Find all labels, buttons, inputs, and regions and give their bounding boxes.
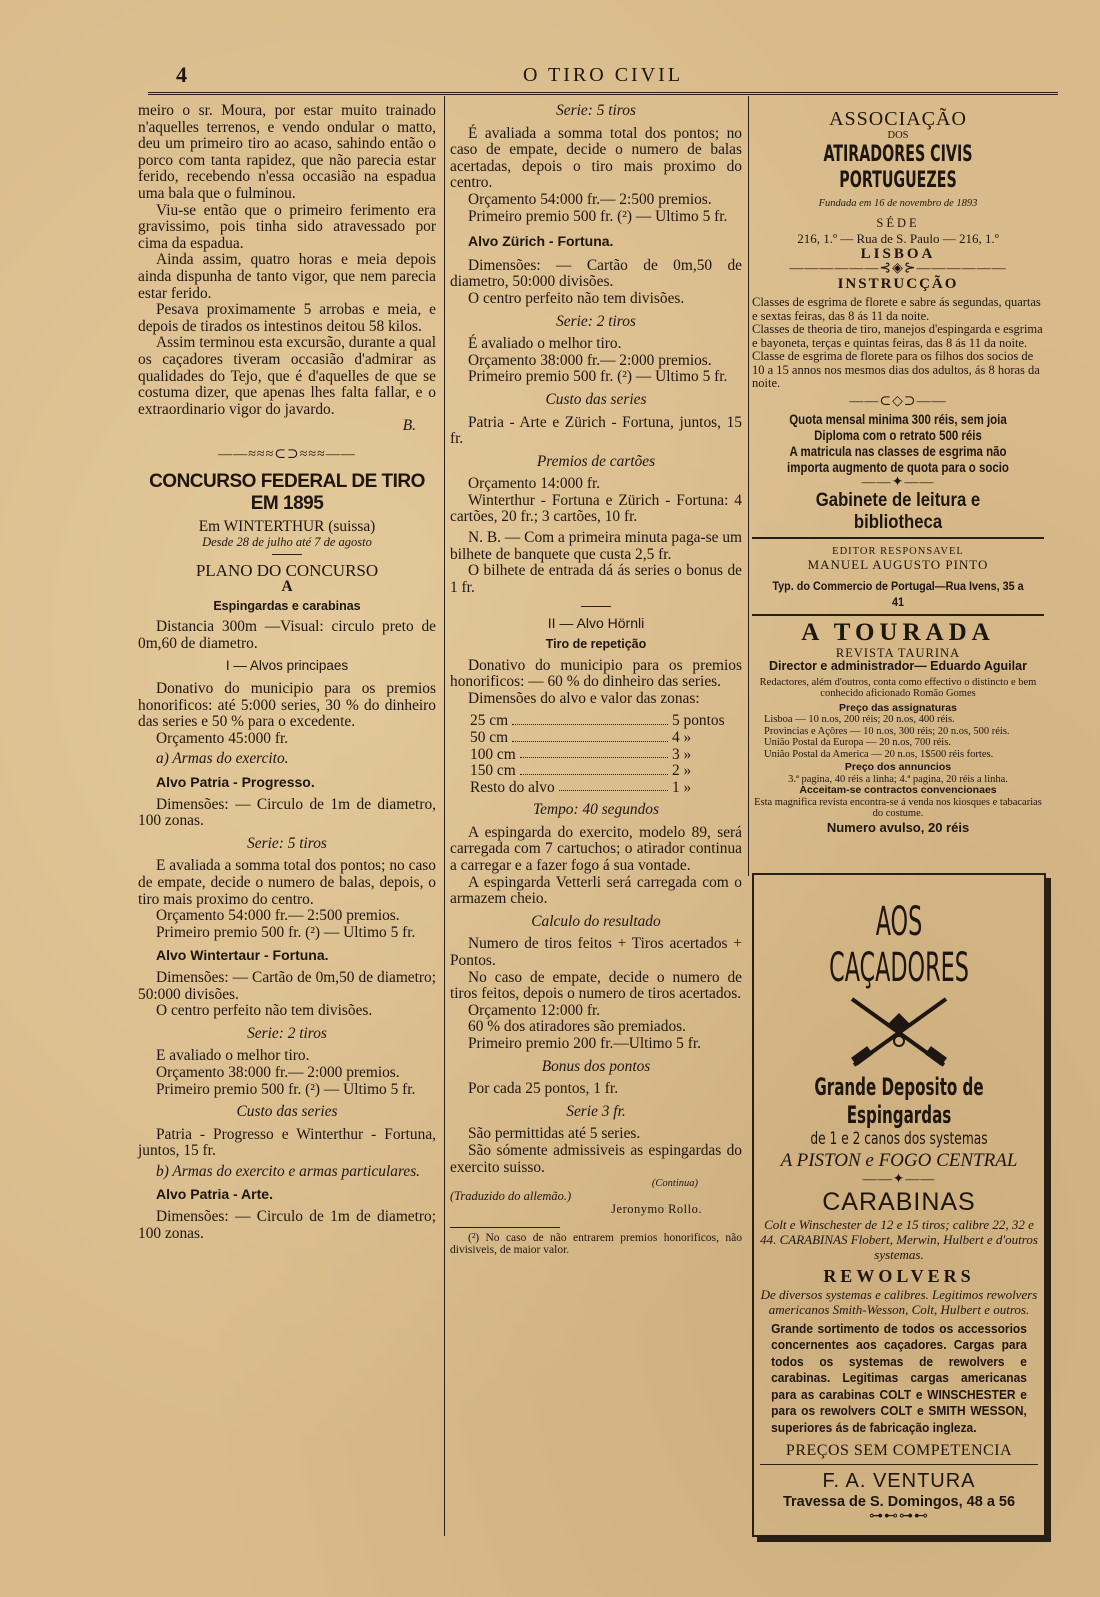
ad-travessa: Travessa de S. Domingos, 48 a 56 [782, 1494, 1016, 1510]
assign-line: União Postal da Europa — 20 n.os, 700 réis. [764, 737, 951, 749]
classe-paragraph: Classes de theoria de tiro, manejos d'espingarda e esgrima e bayoneta, terças e quintas feiras, das 8 ás 11 da noite. [752, 322, 1043, 350]
paragraph: Orçamento 54:000 fr.— 2:500 premios. [156, 907, 400, 925]
ornament: ——≈≈≈⊂⊃≈≈≈—— [218, 446, 356, 462]
section-heading: II — Alvo Hörnli [547, 615, 645, 632]
ornament: ——————⊰◈⊱—————— [789, 261, 1007, 277]
paragraph: Orçamento 38:000 fr.— 2:000 premios. [468, 351, 712, 369]
paragraph: No caso de empate, decide o numero de tiros feitos, depois o numero de tiros acertados. [450, 968, 742, 1003]
paragraph: O centro perfeito não tem divisões. [156, 1002, 373, 1020]
paragraph: Ainda assim, quatro horas e meia depois ainda dispunha de tanto vigor, que nem parecia estar ferido. [138, 251, 436, 302]
quota-line: A matricula nas classes de esgrima não importa augmento de quota para o socio [787, 444, 1009, 476]
newspaper-title: O TIRO CIVIL [522, 64, 684, 86]
assoc-name: ATIRADORES CIVIS PORTUGUEZES [823, 141, 973, 193]
crossed-rifles-icon [844, 993, 954, 1071]
paragraph: Orçamento 38:000 fr.— 2:000 premios. [156, 1063, 400, 1081]
paragraph: Primeiro premio 200 fr.—Ultimo 5 fr. [468, 1035, 701, 1052]
section-heading: I — Alvos principaes [225, 658, 349, 674]
serie-heading: Serie: 2 tiros [556, 312, 636, 330]
column-1 [138, 103, 436, 1242]
quota-line: Diploma com o retrato 500 réis [814, 428, 982, 444]
paragraph: Orçamento 45:000 fr. [156, 729, 289, 747]
paragraph: E avaliado o melhor tiro. [156, 1047, 310, 1065]
paragraph: meiro o sr. Moura, por estar muito trainado n'aquelles terrenos, e vendo ondular o matto, deu um primeiro tiro ao acaso, sahindo então o porco com tanta rapidez, que não parecia estar ferido, recebendo n'essa occasião na espadua uma bala que o fulminou. [138, 102, 436, 202]
paragraph: N. B. — Com a primeira minuta paga-se um bilhete de banquete que custa 2,5 fr. [450, 529, 742, 563]
paragraph: Assim terminou esta excursão, durante a qual os caçadores tiveram occasião d'admirar as qualidades do Tejo, que é d'aquelles de que se costuma dizer, que apenas lhes falta fallar, e o extraordinario vigor do javardo. [138, 334, 436, 418]
annuncios-text: 3.ª pagina, 40 réis a linha; 4.ª pagina, 20 réis a linha. [788, 773, 1008, 785]
ad-piston: A PISTON e FOGO CENTRAL [780, 1150, 1018, 1171]
paragraph: Primeiro premio 500 fr. (²) — Ultimo 5 fr. [156, 923, 416, 941]
ad-canos: de 1 e 2 canos dos systemas [810, 1129, 988, 1149]
ad-sortimento: Grande sortimento de todos os accessorios concernentes aos caçadores. Cargas para todos os systemas de rewolvers e carabinas. Legitimas cargas americanas para as carabinas COLT e WINSCHESTER e para os rewolvers COLT e SMITH WESSON, superiores ás de fabricação ingleza. [771, 1320, 1027, 1435]
traduzido-note: (Traduzido do allemão.) [450, 1188, 572, 1203]
ornament: ——⊂◇⊃—— [849, 393, 947, 409]
paragraph: Orçamento 14:000 fr. [468, 475, 601, 493]
bonus-heading: Bonus dos pontos [541, 1057, 651, 1075]
ad-precos: PREÇOS SEM COMPETENCIA [785, 1442, 1013, 1459]
fundada: Fundada em 16 de novembro de 1893 [818, 197, 978, 209]
paragraph: 60 % dos atiradores são premiados. [468, 1018, 686, 1036]
paragraph: São sómente admissiveis as espingardas do exercito suisso. [450, 1141, 742, 1176]
serie-heading: Serie: 5 tiros [247, 834, 327, 852]
paragraph: Numero de tiros feitos + Tiros acertados + Pontos. [450, 935, 742, 970]
paragraph: Por cada 25 pontos, 1 fr. [468, 1080, 619, 1098]
ad-diversos: De diversos systemas e calibres. Legitimos rewolvers americanos Smith-Wesson, Colt, Hulbert e outros. [760, 1286, 1038, 1317]
paragraph: É avaliada a somma total dos pontos; no caso de empate, decide o numero de balas acertadas, depois o tiro mais proximo do centro. [450, 124, 742, 192]
zone-value: 2 » [672, 762, 692, 780]
classe-paragraph: Classe de esgrima de florete para os filhos dos socios de 10 a 15 annos nos mesmos dias dos adultos, ás 8 horas da noite. [752, 349, 1040, 391]
ad-ventura: F. A. VENTURA [822, 1470, 976, 1492]
author: Jeronymo Rollo. [611, 1202, 702, 1217]
classe-paragraph: Classes de esgrima de florete e sabre ás segundas, quartas e sextas feiras, das 8 ás 11 da noite. [752, 295, 1041, 323]
paragraph: O bilhete de entrada dá ás series o bonus de 1 fr. [450, 562, 742, 596]
paragraph: Donativo do municipio para os premios honorificos: até 5:000 series, 30 % do dinheiro das series e 50 % para o excedente. [138, 680, 436, 731]
paragraph: A espingarda Vetterli será carregada com o armazem cheio. [450, 873, 742, 908]
instruccao-heading: INSTRUCÇÃO [837, 275, 959, 292]
assoc-heading: ASSOCIAÇÃO [829, 108, 967, 130]
preco-assign: Preço das assignaturas [839, 701, 957, 714]
paragraph: Primeiro premio 500 fr. (²) — Ultimo 5 fr. [156, 1080, 416, 1098]
signature: B. [402, 417, 416, 435]
page-header [148, 62, 1058, 92]
premios-heading: Premios de cartões [536, 452, 656, 470]
custo-heading: Custo das series [236, 1103, 338, 1121]
zone-value: 1 » [672, 778, 692, 796]
zone-value: 3 » [672, 745, 692, 763]
ad-title: AOS CAÇADORES [829, 899, 969, 991]
tourada-title: A TOURADA [801, 618, 995, 646]
paragraph: Dimensões do alvo e valor das zonas: [468, 689, 700, 707]
column-divider [748, 96, 749, 876]
paragraph: Dimensões: — Cartão de 0m,50 de diametro; 50:000 divisões. [138, 968, 436, 1003]
concurso-dates: Desde 28 de julho até 7 de agosto [202, 535, 372, 550]
lisboa: LISBOA [860, 245, 936, 262]
paragraph: a) Armas do exercito. [156, 750, 289, 768]
paragraph: Pesava proximamente 5 arrobas e meia, e depois de tirados os intestinos deitou 58 kilos. [138, 301, 436, 335]
serie-heading: Serie: 5 tiros [556, 102, 636, 119]
ad-box [752, 873, 1046, 1537]
paragraph: É avaliado o melhor tiro. [468, 335, 622, 353]
zone-label: 150 cm [470, 762, 516, 780]
ornament: ——✦—— [862, 1172, 936, 1187]
paragraph: São permittidas até 5 series. [468, 1125, 641, 1143]
section-letter: A [281, 578, 293, 596]
section-subtitle: Tiro de repetição [545, 637, 647, 652]
gabinete-heading: Gabinete de leitura e bibliotheca [815, 489, 981, 533]
zone-label: 50 cm [470, 728, 509, 746]
assign-line: Provincias e Açôres — 10 n.os, 300 réis; 20 n.os, 500 réis. [764, 725, 1010, 737]
column-divider [444, 96, 445, 1536]
page-number: 4 [176, 62, 187, 87]
paragraph: Dimensões: — Cartão de 0m,50 de diametro, 50:000 divisões. [450, 256, 742, 291]
alvo-heading: Alvo Zürich - Fortuna. [468, 233, 614, 250]
paragraph: Distancia 300m —Visual: circulo preto de 0m,60 de diametro. [138, 618, 436, 652]
assign-list [752, 714, 1044, 760]
concurso-title: CONCURSO FEDERAL DE TIRO EM 1895 [149, 471, 425, 515]
zone-row [470, 780, 742, 797]
zone-row [470, 713, 742, 730]
zone-row [470, 730, 742, 747]
zone-row [470, 763, 742, 780]
continua-note: (Continua) [651, 1178, 698, 1190]
esta-revista: Esta magnifica revista encontra-se á venda nos kiosques e tabacarias do costume. [754, 796, 1042, 820]
paragraph: Winterthur - Fortuna e Zürich - Fortuna: 4 cartões, 20 fr.; 3 cartões, 10 fr. [450, 491, 742, 526]
preco-annuncios: Preço dos annuncios [844, 761, 952, 774]
zone-table [450, 713, 742, 796]
alvo-heading: Alvo Wintertaur - Fortuna. [156, 947, 329, 964]
footnote: (²) No caso de não entrarem premios honorificos, não divisiveis, de maior valor. [450, 1231, 742, 1257]
paragraph: E avaliada a somma total dos pontos; no caso de empate, decide o numero de balas, depois, o tiro mais proximo do centro. [138, 857, 436, 908]
paragraph: Patria - Progresso e Winterthur - Fortuna, juntos, 15 fr. [138, 1125, 436, 1160]
custo-heading: Custo das series [545, 390, 647, 408]
sede-address: 216, 1.º — Rua de S. Paulo — 216, 1.º [797, 230, 999, 246]
editor-name: MANUEL AUGUSTO PINTO [807, 557, 989, 573]
calculo-heading: Calculo do resultado [531, 912, 661, 930]
column-2 [450, 103, 742, 1257]
column-3 [752, 108, 1044, 837]
zone-label: 100 cm [470, 745, 516, 763]
alvo-heading: Alvo Patria - Arte. [156, 1186, 273, 1203]
zone-label: Resto do alvo [470, 778, 555, 796]
plano-heading: PLANO DO CONCURSO [195, 560, 379, 580]
paragraph: Donativo do municipio para os premios honorificos: — 60 % do dinheiro das series. [450, 656, 742, 691]
zone-value: 5 pontos [672, 712, 725, 730]
serie-heading: Serie: 2 tiros [247, 1024, 327, 1042]
paragraph: Patria - Arte e Zürich - Fortuna, juntos, 15 fr. [450, 413, 742, 448]
avulso: Numero avulso, 20 réis [826, 819, 970, 835]
zone-label: 25 cm [470, 712, 509, 730]
zone-row [470, 747, 742, 764]
paragraph: Dimensões: — Circulo de 1m de diametro; 100 zonas. [138, 1208, 436, 1242]
serie-heading: Serie 3 fr. [566, 1102, 626, 1120]
zone-value: 4 » [672, 728, 692, 746]
tempo-heading: Tempo: 40 segundos [533, 801, 659, 819]
editor-label: EDITOR RESPONSAVEL [832, 545, 964, 557]
paragraph: b) Armas do exercito e armas particulares. [156, 1162, 421, 1180]
ad-rewolvers: REWOLVERS [823, 1265, 975, 1286]
paragraph: A espingarda do exercito, modelo 89, será carregada com 7 cartuchos; o atirador continua a carregar e a fazer fogo á sua vontade. [450, 823, 742, 875]
typ-line: Typ. do Commercio de Portugal—Rua Ivens, 35 a 41 [772, 578, 1024, 610]
ad-colt: Colt e Winschester de 12 e 15 tiros; calibre 22, 32 e 44. CARABINAS Flobert, Merwin, Hulbert e d'outros systemas. [760, 1216, 1038, 1262]
revista-label: REVISTA TAURINA [835, 645, 961, 660]
alvo-heading: Alvo Patria - Progresso. [156, 774, 315, 790]
assign-line: União Postal da America — 20 n.os, 1$500 réis fortes. [764, 748, 994, 760]
paragraph: Primeiro premio 500 fr. (²) — Ultimo 5 fr. [468, 368, 728, 386]
redactores: Redactores, além d'outros, conta como effectivo o distincto e bem conhecido aficionado Romão Gomes [759, 676, 1037, 700]
assign-line: Lisboa — 10 n.os, 200 réis; 20 n.os, 400 réis. [764, 714, 955, 726]
concurso-place: Em WINTERTHUR (suissa) [198, 518, 376, 536]
paragraph: Orçamento 12:000 fr. [468, 1001, 601, 1019]
section-subtitle: Espingardas e carabinas [213, 598, 361, 613]
quota-line: Quota mensal minima 300 réis, sem joia [789, 412, 1007, 428]
paragraph: Orçamento 54:000 fr.— 2:500 premios. [468, 190, 712, 208]
sede-label: SÉDE [876, 216, 920, 230]
paragraph: O centro perfeito não tem divisões. [468, 289, 685, 307]
ornament: ——✦—— [861, 475, 935, 491]
ad-carabinas: CARABINAS [822, 1187, 976, 1216]
paragraph: Viu-se então que o primeiro ferimento era gravissimo, pois tinha sido atravessado por cima da espadua. [138, 201, 436, 252]
paragraph: Primeiro premio 500 fr. (²) — Ultimo 5 fr. [468, 207, 728, 225]
header-rule [148, 92, 1058, 95]
director-line: Director e administrador— Eduardo Aguilar [769, 659, 1027, 674]
acceitam: Acceitam-se contractos convencionaes [799, 784, 997, 797]
assoc-dos: DOS [887, 130, 909, 141]
ornament: ⊶⊷⊶⊷ [869, 1509, 929, 1524]
ad-deposito: Grande Deposito de Espingardas [814, 1073, 984, 1129]
paragraph: Dimensões: — Circulo de 1m de diametro, 100 zonas. [138, 795, 436, 830]
